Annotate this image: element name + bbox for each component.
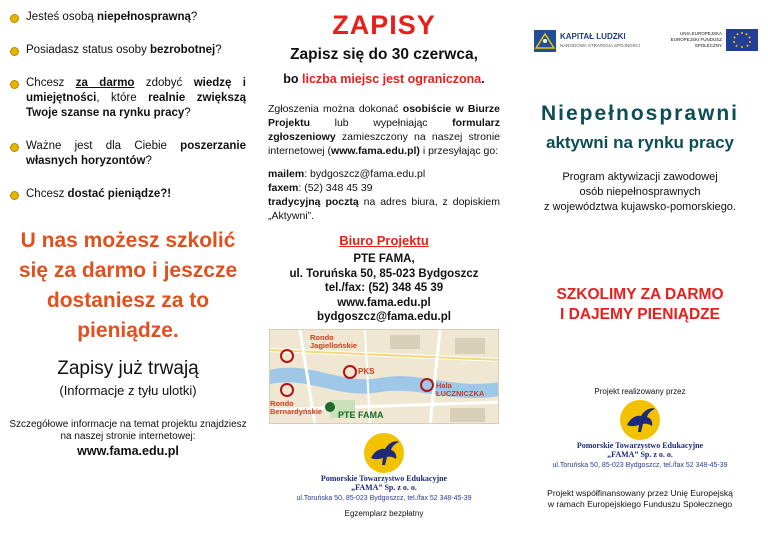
office-phone: tel./fax: (52) 348 45 39 [324, 282, 444, 294]
question-item: Ważne jest dla Ciebie poszerzanie własnych horyzontów? [10, 139, 246, 169]
organizer-name-fama: „FAMA” Sp. z o. o. [351, 483, 417, 492]
fax-line: faxem: (52) 348 45 39 [268, 182, 373, 194]
cofinancing-note: Projekt współfinansowany przez Unię Europejską w ramach Europejskiego Funduszu Społecznego [547, 488, 733, 509]
left-panel [0, 0, 256, 543]
question-list [10, 10, 246, 220]
implemented-by-label: Projekt realizowany przez [594, 387, 686, 396]
location-map [269, 329, 499, 424]
program-description: Program aktywizacji zawodowej osób niepełnosprawnych z województwa kujawsko-pomorskiego. [544, 171, 736, 213]
kapital-ludzki-title: KAPITAŁ LUDZKI [560, 32, 626, 41]
office-street: ul. Toruńska 50, 85-023 Bydgoszcz [289, 267, 479, 280]
implementer-name-fama: „FAMA” Sp. z o. o. [607, 450, 673, 459]
office-address [256, 252, 512, 325]
office-name: PTE FAMA, [353, 253, 415, 265]
limited-places-note: bo liczba miejsc jest ograniczona. [283, 72, 485, 86]
program-title: Niepełnosprawni [540, 102, 740, 125]
kapital-ludzki-emblem-icon [534, 30, 556, 52]
map-label-pte-fama: PTE FAMA [338, 410, 384, 420]
deadline-heading: Zapisz się do 30 czerwca, [290, 46, 478, 63]
post-line: tradycyjną pocztą na adres biura, z dopiskiem „Aktywni”. [268, 196, 500, 222]
headline-offer: U nas możesz szkolić się za darmo i jeszcze dostaniesz za to pieniądze. [18, 229, 238, 342]
map-label-pks: PKS [358, 367, 375, 376]
pegasus-logo-icon [619, 399, 661, 441]
map-label-rondo-jagiellonskie: Rondo Jagiellońskie [310, 333, 358, 350]
organizer-name: Pomorskie Towarzystwo Edukacyjne [320, 474, 448, 483]
eu-logo [662, 29, 758, 57]
kapital-ludzki-logo [534, 28, 641, 54]
office-email[interactable]: bydgoszcz@fama.edu.pl [317, 311, 451, 323]
page-title: ZAPISY [332, 10, 436, 40]
map-label-hala: Hala ŁUCZNICZKA [436, 381, 485, 398]
eu-flag-icon [726, 29, 758, 51]
middle-panel [256, 0, 512, 543]
map-label-rondo-bernardynskie: Rondo Bernardyńskie [270, 399, 323, 416]
right-panel [512, 0, 768, 543]
kapital-ludzki-subtitle: NARODOWA STRATEGIA SPÓJNOŚCI [560, 43, 641, 48]
implementer-logo-block [512, 399, 768, 469]
application-instructions: Zgłoszenia można dokonać osobiście w Biurze Projektu lub wypełniając formularz zgłoszeniowy zamieszczony na naszej stronie internetowej (www.fama.edu.pl) i przesyłając go: [268, 103, 500, 157]
details-note: Szczegółowe informacje na temat projektu znajdziesz na naszej stronie internetowej: [9, 419, 247, 442]
pegasus-logo-icon [363, 432, 405, 474]
question-item: Chcesz za darmo zdobyć wiedzę i umiejętności, które realnie zwiększą Twoje szanse na rynku pracy? [10, 76, 246, 121]
free-copy-note: Egzemplarz bezpłatny [344, 509, 424, 518]
question-item: Chcesz dostać pieniądze?! [10, 187, 246, 202]
email-line: mailem: bydgoszcz@fama.edu.pl [268, 168, 426, 180]
back-info-note: (Informacje z tyłu ulotki) [59, 383, 197, 398]
office-heading: Biuro Projektu [339, 233, 429, 248]
implementer-name: Pomorskie Towarzystwo Edukacyjne [576, 441, 704, 450]
question-item: Jesteś osobą niepełnosprawną? [10, 10, 246, 25]
registration-ongoing: Zapisy już trwają [57, 358, 199, 379]
implementer-address: ul.Toruńska 50, 85-023 Bydgoszcz, tel./fax 52 348-45-39 [552, 462, 728, 469]
question-item: Posiadasz status osoby bezrobotnej? [10, 43, 246, 58]
organizer-address: ul.Toruńska 50, 85-023 Bydgoszcz, tel./fax 52 348-45-39 [296, 495, 472, 502]
program-subtitle: aktywni na rynku pracy [545, 133, 735, 152]
office-website[interactable]: www.fama.edu.pl [337, 296, 431, 309]
submission-methods [268, 167, 500, 223]
organizer-logo-block [256, 432, 512, 502]
eu-label: UNIA EUROPEJSKA EUROPEJSKI FUNDUSZ SPOŁECZNY [670, 31, 722, 48]
website-link[interactable]: www.fama.edu.pl [77, 444, 179, 458]
slogan: SZKOLIMY ZA DARMO I DAJEMY PIENIĄDZE [556, 286, 724, 323]
